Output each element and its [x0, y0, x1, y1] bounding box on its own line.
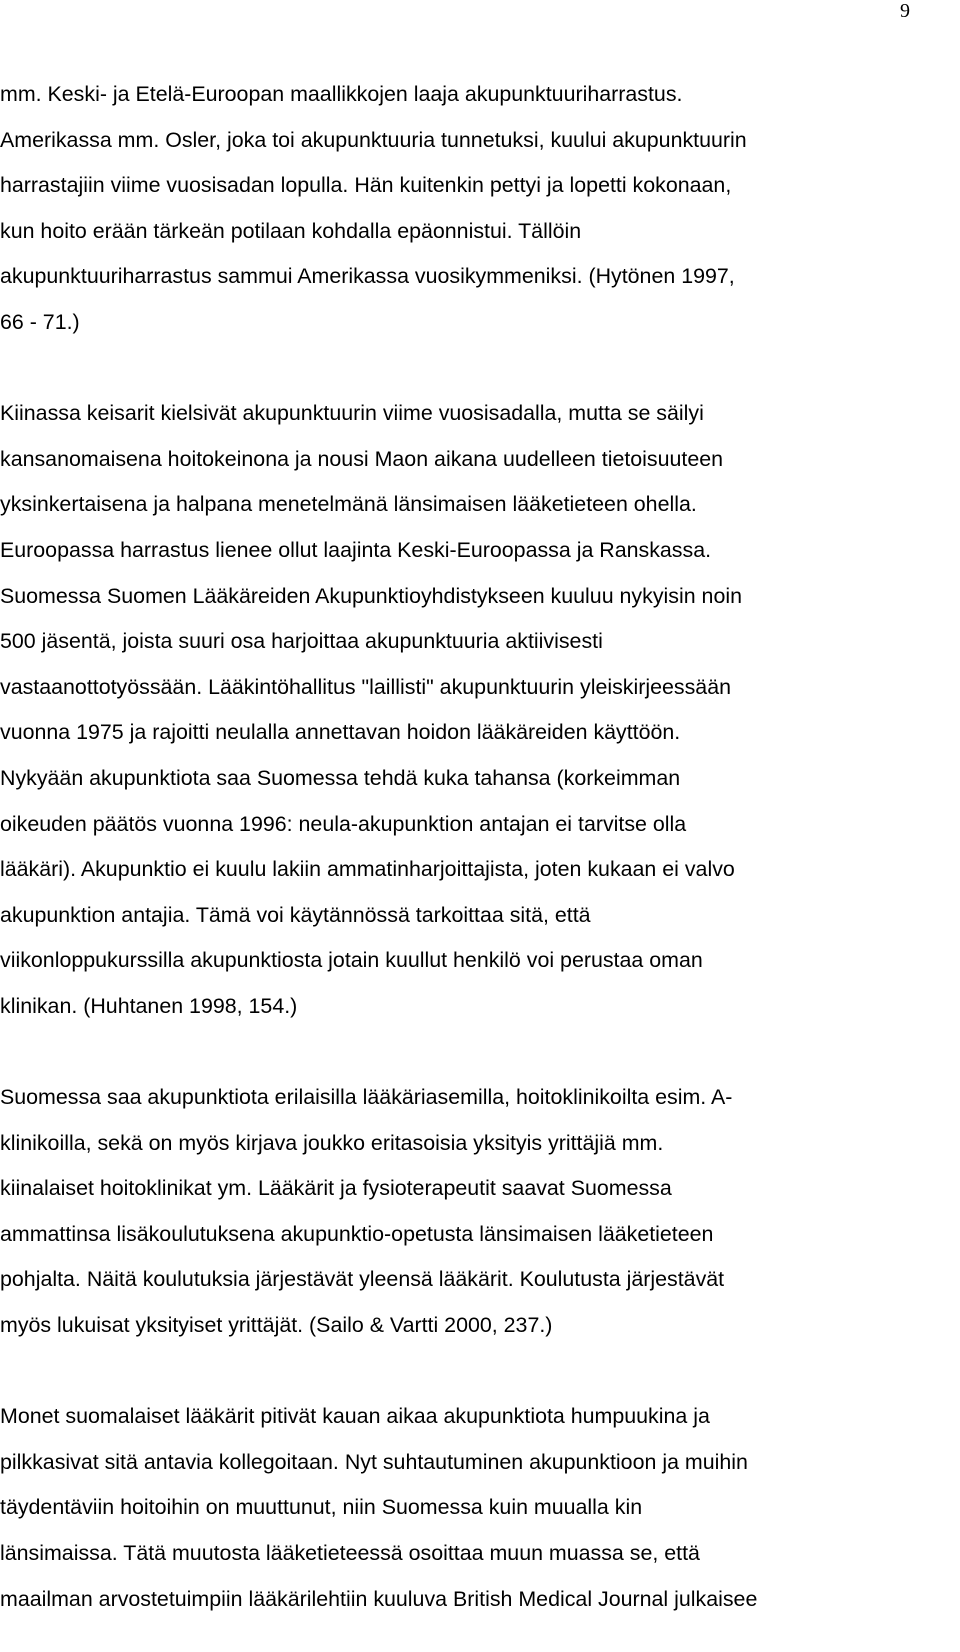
text-line: oikeuden päätös vuonna 1996: neula-akupunktion antajan ei tarvitse olla: [0, 811, 687, 836]
paragraph-spacer: [0, 1349, 960, 1395]
text-line: kiinalaiset hoitoklinikat ym. Lääkärit ja fysioterapeutit saavat Suomessa: [0, 1176, 672, 1201]
text-line: pohjalta. Näitä koulutuksia järjestävät yleensä lääkärit. Koulutusta järjestävät: [0, 1267, 725, 1292]
text-line: Suomessa saa akupunktiota erilaisilla lääkäriasemilla, hoitoklinikoilta esim. A-: [0, 1085, 733, 1110]
text-line: länsimaissa. Tätä muutosta lääketieteessä osoittaa muun muassa se, että: [0, 1541, 700, 1565]
text-line: Monet suomalaiset lääkärit pitivät kauan aikaa akupunktiota humpuukina ja: [0, 1404, 710, 1429]
text-line: myös lukuisat yksityiset yrittäjät. (Sailo & Vartti 2000, 237.): [0, 1313, 553, 1338]
text-line: akupunktion antajia. Tämä voi käytännössä tarkoittaa sitä, että: [0, 902, 591, 927]
text-line: klinikan. (Huhtanen 1998, 154.): [0, 993, 298, 1018]
page-number: 9: [900, 0, 910, 22]
text-line: harrastajiin viime vuosisadan lopulla. Hän kuitenkin pettyi ja lopetti kokonaan,: [0, 173, 732, 198]
text-line: vastaanottotyössään. Lääkintöhallitus "laillisti" akupunktuurin yleiskirjeessään: [0, 674, 731, 699]
text-line: maailman arvostetuimpiin lääkärilehtiin kuuluva British Medical Journal julkaisee: [0, 1586, 758, 1611]
text-line: lääkäri). Akupunktio ei kuulu lakiin ammatinharjoittajista, joten kukaan ei valvo: [0, 857, 735, 882]
text-line: viikonloppukurssilla akupunktiosta jotain kuullut henkilö voi perustaa oman: [0, 948, 703, 973]
text-line: ammattinsa lisäkoulutuksena akupunktio-opetusta länsimaisen lääketieteen: [0, 1221, 714, 1246]
text-line: yksinkertaisena ja halpana menetelmänä länsimaisen lääketieteen ohella.: [0, 492, 697, 517]
text-line: täydentäviin hoitoihin on muuttunut, niin Suomessa kuin muualla kin: [0, 1495, 643, 1520]
text-line: Suomessa Suomen Lääkäreiden Akupunktioyhdistykseen kuuluu nykyisin noin: [0, 583, 742, 608]
text-line: 500 jäsentä, joista suuri osa harjoittaa akupunktuuria aktiivisesti: [0, 629, 603, 654]
text-line: pilkkasivat sitä antavia kollegoitaan. Nyt suhtautuminen akupunktioon ja muihin: [0, 1449, 748, 1474]
text-line: kansanomaisena hoitokeinona ja nousi Maon aikana uudelleen tietoisuuteen: [0, 446, 724, 471]
paragraph-spacer: [0, 346, 960, 392]
text-line: kun hoito erään tärkeän potilaan kohdalla epäonnistui. Tällöin: [0, 218, 582, 243]
paragraph-spacer: [0, 1029, 960, 1075]
paragraph: [0, 391, 960, 1029]
text-line: Kiinassa keisarit kielsivät akupunktuurin viime vuosisadalla, mutta se säilyi: [0, 401, 704, 426]
text-line: Euroopassa harrastus lienee ollut laajinta Keski-Euroopassa ja Ranskassa.: [0, 537, 712, 562]
text-line: klinikoilla, sekä on myös kirjava joukko eritasoisia yksityis yrittäjiä mm.: [0, 1130, 664, 1155]
text-line: Amerikassa mm. Osler, joka toi akupunktuuria tunnetuksi, kuului akupunktuurin: [0, 127, 747, 152]
paragraph: [0, 1075, 960, 1349]
text-line: Nykyään akupunktiota saa Suomessa tehdä kuka tahansa (korkeimman: [0, 765, 681, 790]
paragraph: [0, 1394, 960, 1622]
text-line: vuonna 1975 ja rajoitti neulalla annettavan hoidon lääkäreiden käyttöön.: [0, 720, 681, 745]
text-line: mm. Keski- ja Etelä-Euroopan maallikkojen laaja akupunktuuriharrastus.: [0, 82, 683, 106]
paragraph: [0, 72, 960, 346]
text-line: akupunktuuriharrastus sammui Amerikassa vuosikymmeniksi. (Hytönen 1997,: [0, 264, 735, 289]
document-body: [0, 72, 960, 1622]
text-line: 66 - 71.): [0, 309, 80, 334]
